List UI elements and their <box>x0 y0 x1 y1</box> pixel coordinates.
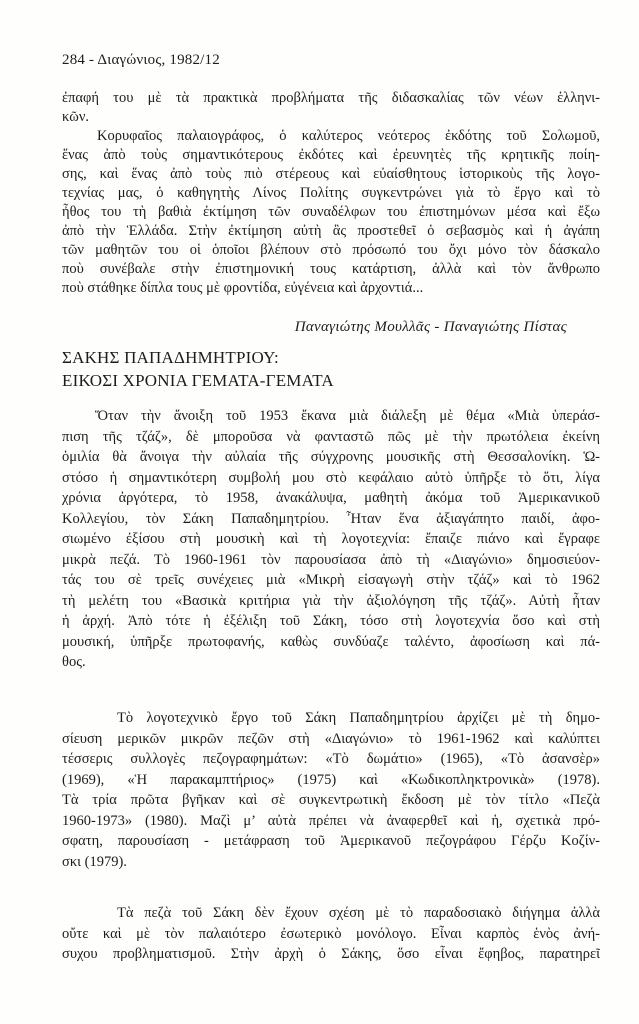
text-line: Κορυφαῖος παλαιογράφος, ὁ καλύτερος νεότερος ἐκδότης τοῦ Σολωμοῦ, <box>97 127 600 144</box>
article-paragraph <box>62 406 600 673</box>
title-line: ΣΑΚΗΣ ΠΑΠΑΔΗΜΗΤΡΙΟΥ: <box>62 348 279 367</box>
text-line: σίευση μερικῶν μικρῶν πεζῶν στὴ «Διαγώνιο» τὸ 1961-1962 καὶ καλύπτει <box>62 730 600 747</box>
text-line: ὁμιλία θὰ ἄνοιγα τὴν αὐλαία τῆς σύγχρονης μουσικῆς στὴ Θεσσαλονίκη. Ὡ- <box>62 449 600 465</box>
text-line: σης, καὶ ἕνας ἀπὸ τοὺς πιὸ στέρεους καὶ εὐαίσθητους ἱστορικοὺς τῆς λογο- <box>62 165 600 182</box>
text-line: τάς του σὲ τρεῖς συνέχειες μιὰ «Μικρὴ εἰσαγωγὴ στὴν τζάζ» καὶ τὸ 1962 <box>62 572 600 588</box>
text-line: Τὰ τρία πρῶτα βγῆκαν καὶ σὲ συγκεντρωτικὴ ἔκδοση μὲ τὸν τίτλο «Πεζὰ <box>62 792 600 808</box>
text-line: Κολλεγίου, τὸν Σάκη Παπαδημητρίου. Ἦταν ἕνα ἀξιαγάπητο παιδί, ἀφο- <box>62 510 600 527</box>
text-line: (1969), «Ἡ παρακαμπτήριος» (1975) καὶ «Κωδικοπληκτρονικὰ» (1978). <box>62 771 600 788</box>
text-line: Ὅταν τὴν ἄνοιξη τοῦ 1953 ἔκανα μιὰ διάλεξη μὲ θέμα «Μιὰ ὑπεράσ- <box>95 408 600 424</box>
text-line: πιση τῆς τζάζ», δὲ μποροῦσα νὰ φανταστῶ πῶς μὲ τὴν πρωτόλεια ἐκείνη <box>62 428 600 445</box>
previous-article-paragraph <box>62 89 600 127</box>
text-line: ποὺ συνέβαλε στὴν ἐπιστημονική τους κατάρτιση, ἀλλὰ καὶ τὸν ἄνθρωπο <box>62 261 600 278</box>
article-paragraph <box>62 708 600 872</box>
text-line: τῶν μαθητῶν του οἱ ὁποῖοι βλέπουν στὸ πρόσωπό του ὄχι μόνο τὸν δάσκαλο <box>62 242 600 259</box>
title-line: ΕΙΚΟΣΙ ΧΡΟΝΙΑ ΓΕΜΑΤΑ-ΓΕΜΑΤΑ <box>62 371 334 390</box>
text-line: οὔτε καὶ μὲ τὸν παλαιότερο ἐσωτερικὸ μονόλογο. Εἶναι καρπὸς ἑνὸς ἀνή- <box>62 925 600 942</box>
text-line: ἕνας ἀπὸ τοὺς σημαντικότερους ἐκδότες καὶ ἐρευνητὲς τῆς κρητικῆς ποίη- <box>62 146 600 163</box>
text-line: ἦθος του τὴ βαθιὰ ἐκτίμηση τῶν συναδέλφων του ἐπιστημόνων μέσα καὶ ἔξω <box>62 203 600 220</box>
article-title <box>62 346 600 392</box>
text-line: τεχνίας μας, ὁ καθηγητὴς Λίνος Πολίτης συγκεντρώνει γιὰ τὸ ἔργο καὶ τὸ <box>62 184 600 201</box>
text-line: κῶν. <box>62 109 90 126</box>
previous-article-paragraph <box>62 127 600 299</box>
text-line: ἀπὸ τὴν Ἑλλάδα. Στὴν ἐκτίμηση αὐτὴ ἂς προστεθεῖ ὁ σεβασμὸς καὶ ἡ ἀγάπη <box>62 222 600 239</box>
article-paragraph <box>62 903 600 965</box>
text-line: στόσο ἡ σημαντικότερη συμβολή μου στὸ κεφάλαιο αὐτὸ ὑπῆρξε τὸ ὅτι, λίγα <box>62 469 600 486</box>
text-line: τέσσερις συλλογὲς πεζογραφημάτων: «Τὸ δωμάτιο» (1965), «Τὸ ἀσανσὲρ» <box>62 751 600 767</box>
text-line: σιωμένο ἐξίσου στὴ μουσικὴ καὶ τὴ λογοτεχνία: ἔπαιζε πιάνο καὶ ἔγραφε <box>62 531 600 547</box>
text-line: μικρὰ πεζά. Τὸ 1960-1961 τὸν παρουσίασα ἀπὸ τὴ «Διαγώνιο» δημοσιεύον- <box>62 551 600 568</box>
text-line: θος. <box>62 654 86 670</box>
text-line: ἐπαφή του μὲ τὰ πρακτικὰ προβλήματα τῆς διδασκαλίας τῶν νέων ἑλληνι- <box>62 90 600 106</box>
text-line: ποὺ στάθηκε δίπλα τους μὲ φροντίδα, εὐγένεια καὶ ἀρχοντιά... <box>62 280 424 297</box>
running-head: 284 - Διαγώνιος, 1982/12 <box>62 52 220 68</box>
text-line: Τὸ λογοτεχνικὸ ἔργο τοῦ Σάκη Παπαδημητρίου ἀρχίζει μὲ τὴ δημο- <box>117 710 600 726</box>
text-line: Τὰ πεζὰ τοῦ Σάκη δὲν ἔχουν σχέση μὲ τὸ παραδοσιακὸ διήγημα ἀλλὰ <box>117 905 600 921</box>
text-line: χρόνια ἀργότερα, τὸ 1958, ἀνακάλυψα, μαθητὴ ἀκόμα τοῦ Ἀμερικανικοῦ <box>62 490 600 506</box>
text-line: ἡ ἀρχή. Ἀπὸ τότε ἡ ἐξέλιξη τοῦ Σάκη, τόσο στὴ λογοτεχνία ὅσο καὶ στὴ <box>62 613 600 629</box>
author-signature: Παναγιώτης Μουλλᾶς - Παναγιώτης Πίστας <box>294 319 567 335</box>
text-line: 1960-1973» (1980). Μαζὶ μ’ αὐτὰ πρέπει νὰ ἀναφερθεῖ καὶ ἡ, σχετικὰ πρό- <box>62 812 600 829</box>
text-line: μουσική, ὑπῆρξε πρωτοφανής, καθὼς συνδύαζε ταλέντο, ἀφοσίωση καὶ πά- <box>62 633 600 650</box>
text-line: συχου προβληματισμοῦ. Στὴν ἀρχὴ ὁ Σάκης, ὅσο εἶναι ἔφηβος, παρατηρεῖ <box>62 946 600 962</box>
text-line: σφατη, παρουσίαση - μετάφραση τοῦ Ἀμερικανοῦ πεζογράφου Γέρζυ Κοζίν- <box>62 833 600 849</box>
text-line: τὴ μελέτη του «Βασικὰ κριτήρια γιὰ τὴν ἀξιολόγηση τῆς τζάζ». Αὐτὴ ἦταν <box>62 592 600 609</box>
text-line: σκι (1979). <box>62 853 127 870</box>
